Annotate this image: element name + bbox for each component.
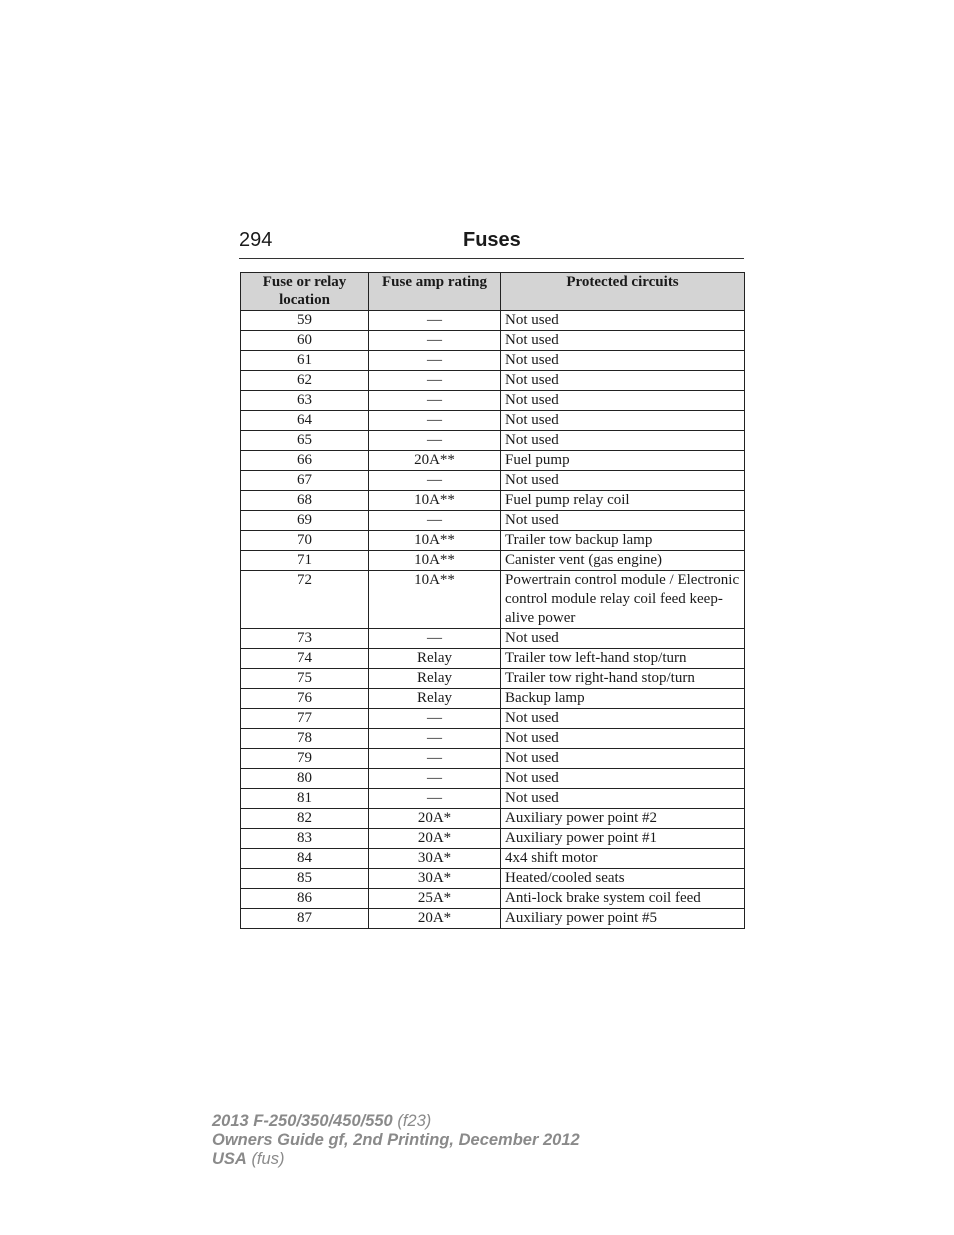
fuse-location-cell: 72 (241, 571, 369, 629)
table-row (241, 689, 745, 709)
table-row (241, 431, 745, 451)
fuse-rating-cell: — (369, 431, 501, 451)
fuse-rating-cell: 20A* (369, 829, 501, 849)
fuse-location-cell: 80 (241, 769, 369, 789)
table-row (241, 709, 745, 729)
table-row (241, 471, 745, 491)
fuse-rating-cell: — (369, 411, 501, 431)
fuse-location-cell: 77 (241, 709, 369, 729)
table-row (241, 411, 745, 431)
fuse-rating-cell: 10A** (369, 531, 501, 551)
footer-line-2 (212, 1131, 580, 1150)
fuse-rating-cell: 10A** (369, 571, 501, 629)
fuse-rating-cell: 20A* (369, 809, 501, 829)
footer-guide-info: Owners Guide gf, 2nd Printing, December 2012 (212, 1131, 580, 1149)
table-row (241, 451, 745, 471)
protected-circuit-cell: Trailer tow left-hand stop/turn (501, 649, 745, 669)
page-header (239, 226, 744, 259)
protected-circuit-cell: Not used (501, 749, 745, 769)
table-row (241, 829, 745, 849)
fuse-location-cell: 85 (241, 869, 369, 889)
fuse-rating-cell: 10A** (369, 491, 501, 511)
fuse-location-cell: 62 (241, 371, 369, 391)
table-row (241, 371, 745, 391)
protected-circuit-cell: Powertrain control module / Electronic control module relay coil feed keep-alive power (501, 571, 745, 629)
fuse-location-cell: 69 (241, 511, 369, 531)
protected-circuit-cell: Anti-lock brake system coil feed (501, 889, 745, 909)
fuse-location-cell: 78 (241, 729, 369, 749)
fuse-location-cell: 75 (241, 669, 369, 689)
table-row (241, 491, 745, 511)
fuse-rating-cell: 30A* (369, 849, 501, 869)
table-header-row (241, 273, 745, 311)
footer-line-1 (212, 1112, 580, 1131)
protected-circuit-cell: Heated/cooled seats (501, 869, 745, 889)
protected-circuit-cell: Not used (501, 629, 745, 649)
fuse-location-cell: 66 (241, 451, 369, 471)
protected-circuit-cell: Canister vent (gas engine) (501, 551, 745, 571)
fuse-rating-cell: — (369, 471, 501, 491)
table-row (241, 869, 745, 889)
table-row (241, 571, 745, 629)
fuse-location-cell: 86 (241, 889, 369, 909)
table-row (241, 729, 745, 749)
table-row (241, 629, 745, 649)
footer-line-3 (212, 1150, 580, 1169)
document-footer (212, 1112, 580, 1169)
fuse-rating-cell: — (369, 629, 501, 649)
table-row (241, 351, 745, 371)
protected-circuit-cell: Not used (501, 709, 745, 729)
fuse-rating-cell: Relay (369, 649, 501, 669)
fuse-location-cell: 81 (241, 789, 369, 809)
protected-circuit-cell: Auxiliary power point #2 (501, 809, 745, 829)
fuse-rating-cell: 25A* (369, 889, 501, 909)
fuse-rating-cell: — (369, 311, 501, 331)
fuse-location-cell: 82 (241, 809, 369, 829)
fuse-location-cell: 61 (241, 351, 369, 371)
table-row (241, 769, 745, 789)
fuse-location-cell: 73 (241, 629, 369, 649)
fuse-rating-cell: Relay (369, 689, 501, 709)
fuse-rating-cell: — (369, 351, 501, 371)
table-row (241, 889, 745, 909)
protected-circuit-cell: Not used (501, 391, 745, 411)
fuse-rating-cell: — (369, 331, 501, 351)
table-row (241, 849, 745, 869)
protected-circuit-cell: Trailer tow backup lamp (501, 531, 745, 551)
fuse-rating-cell: — (369, 769, 501, 789)
column-header-circuits: Protected circuits (501, 273, 745, 311)
fuse-location-cell: 60 (241, 331, 369, 351)
table-row (241, 551, 745, 571)
protected-circuit-cell: Not used (501, 331, 745, 351)
fuse-rating-cell: — (369, 511, 501, 531)
fuse-location-cell: 63 (241, 391, 369, 411)
protected-circuit-cell: Not used (501, 471, 745, 491)
column-header-location: Fuse or relay location (241, 273, 369, 311)
fuse-location-cell: 71 (241, 551, 369, 571)
fuse-table (240, 272, 745, 929)
table-row (241, 531, 745, 551)
protected-circuit-cell: 4x4 shift motor (501, 849, 745, 869)
table-row (241, 391, 745, 411)
fuse-rating-cell: — (369, 371, 501, 391)
fuse-location-cell: 65 (241, 431, 369, 451)
fuse-location-cell: 87 (241, 909, 369, 929)
protected-circuit-cell: Fuel pump relay coil (501, 491, 745, 511)
fuse-rating-cell: Relay (369, 669, 501, 689)
footer-market: USA (212, 1150, 247, 1168)
protected-circuit-cell: Not used (501, 769, 745, 789)
table-row (241, 511, 745, 531)
table-row (241, 749, 745, 769)
table-row (241, 649, 745, 669)
protected-circuit-cell: Not used (501, 511, 745, 531)
protected-circuit-cell: Backup lamp (501, 689, 745, 709)
fuse-rating-cell: 20A* (369, 909, 501, 929)
column-header-rating: Fuse amp rating (369, 273, 501, 311)
protected-circuit-cell: Not used (501, 411, 745, 431)
fuse-rating-cell: 30A* (369, 869, 501, 889)
table-row (241, 809, 745, 829)
fuse-rating-cell: 20A** (369, 451, 501, 471)
protected-circuit-cell: Not used (501, 789, 745, 809)
page-number: 294 (239, 229, 273, 251)
fuse-location-cell: 67 (241, 471, 369, 491)
table-row (241, 909, 745, 929)
protected-circuit-cell: Trailer tow right-hand stop/turn (501, 669, 745, 689)
footer-market-code: (fus) (251, 1150, 285, 1168)
fuse-rating-cell: — (369, 789, 501, 809)
fuse-location-cell: 84 (241, 849, 369, 869)
fuse-location-cell: 76 (241, 689, 369, 709)
protected-circuit-cell: Not used (501, 729, 745, 749)
footer-model: 2013 F-250/350/450/550 (212, 1112, 393, 1130)
table-body (241, 311, 745, 929)
table-row (241, 789, 745, 809)
protected-circuit-cell: Not used (501, 351, 745, 371)
fuse-location-cell: 74 (241, 649, 369, 669)
fuse-location-cell: 64 (241, 411, 369, 431)
protected-circuit-cell: Auxiliary power point #5 (501, 909, 745, 929)
fuse-location-cell: 79 (241, 749, 369, 769)
protected-circuit-cell: Not used (501, 371, 745, 391)
table-row (241, 669, 745, 689)
table-row (241, 311, 745, 331)
fuse-location-cell: 68 (241, 491, 369, 511)
fuse-location-cell: 70 (241, 531, 369, 551)
fuse-rating-cell: — (369, 391, 501, 411)
protected-circuit-cell: Not used (501, 311, 745, 331)
table-row (241, 331, 745, 351)
protected-circuit-cell: Auxiliary power point #1 (501, 829, 745, 849)
fuse-rating-cell: — (369, 749, 501, 769)
fuse-location-cell: 83 (241, 829, 369, 849)
fuse-rating-cell: — (369, 709, 501, 729)
fuse-rating-cell: 10A** (369, 551, 501, 571)
fuse-location-cell: 59 (241, 311, 369, 331)
fuse-rating-cell: — (369, 729, 501, 749)
protected-circuit-cell: Not used (501, 431, 745, 451)
protected-circuit-cell: Fuel pump (501, 451, 745, 471)
page-title: Fuses (463, 229, 521, 251)
footer-model-code: (f23) (397, 1112, 432, 1130)
